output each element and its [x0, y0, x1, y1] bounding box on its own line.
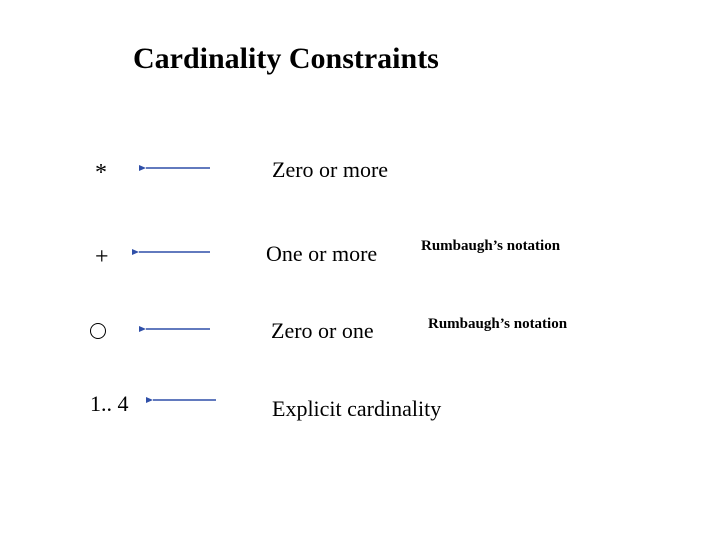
description-one-or-more: One or more — [266, 241, 378, 266]
description-zero-or-one: Zero or one — [271, 318, 374, 343]
slide-title: Cardinality Constraints — [133, 42, 439, 75]
notation-note: Rumbaugh’s notation — [428, 316, 568, 332]
description-explicit-cardinality: Explicit cardinality — [272, 396, 442, 421]
range-symbol: 1.. 4 — [90, 391, 129, 416]
notation-note: Rumbaugh’s notation — [421, 238, 561, 254]
asterisk-symbol: * — [95, 160, 107, 186]
plus-symbol: + — [95, 244, 109, 270]
description-zero-or-more: Zero or more — [272, 157, 389, 182]
